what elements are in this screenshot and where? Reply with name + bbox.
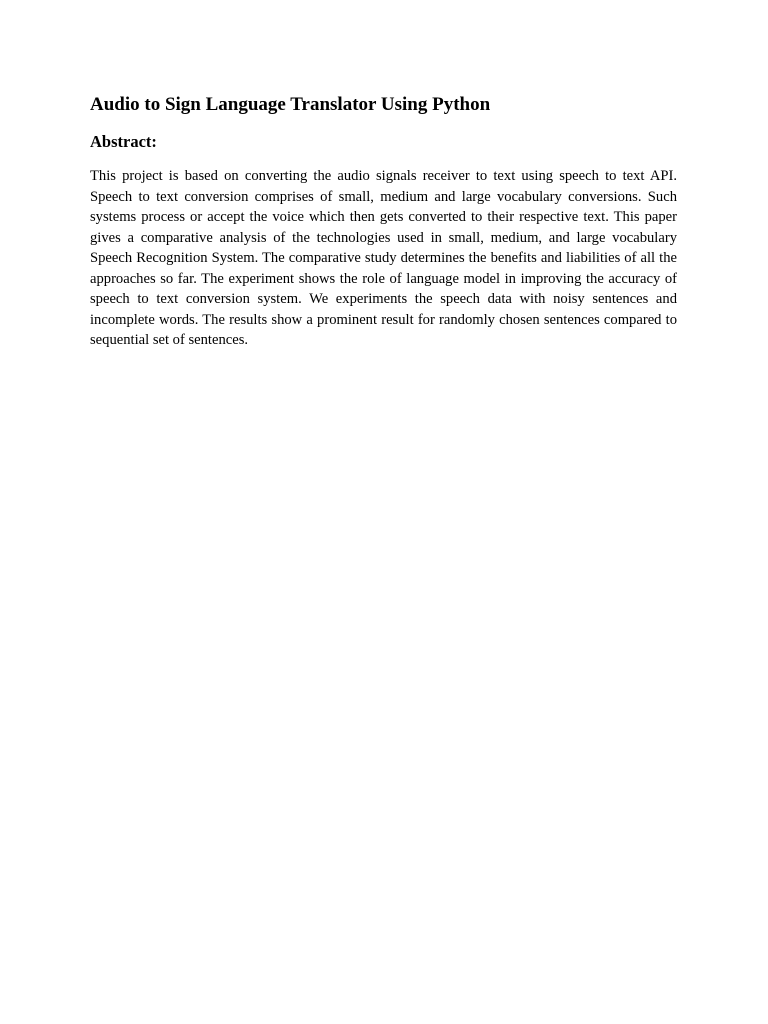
abstract-paragraph: This project is based on converting the audio signals receiver to text using speech to text API. Speech to text conversion comprises of small, medium and large vocabulary conversions. Such systems process or accept the voice which then gets converted to their respective text. This paper gives a comparative analysis of the technologies used in small, medium, and large vocabulary Speech Recognition System. The comparative study determines the benefits and liabilities of all the approaches so far. The experiment shows the role of language model in improving the accuracy of speech to text conversion system. We experiments the speech data with noisy sentences and incomplete words. The results show a prominent result for randomly chosen sentences compared to sequential set of sentences. xyxy=(90,168,677,348)
abstract-heading: Abstract: xyxy=(90,132,157,151)
document-content xyxy=(90,92,677,351)
document-title: Audio to Sign Language Translator Using Python xyxy=(90,94,491,115)
